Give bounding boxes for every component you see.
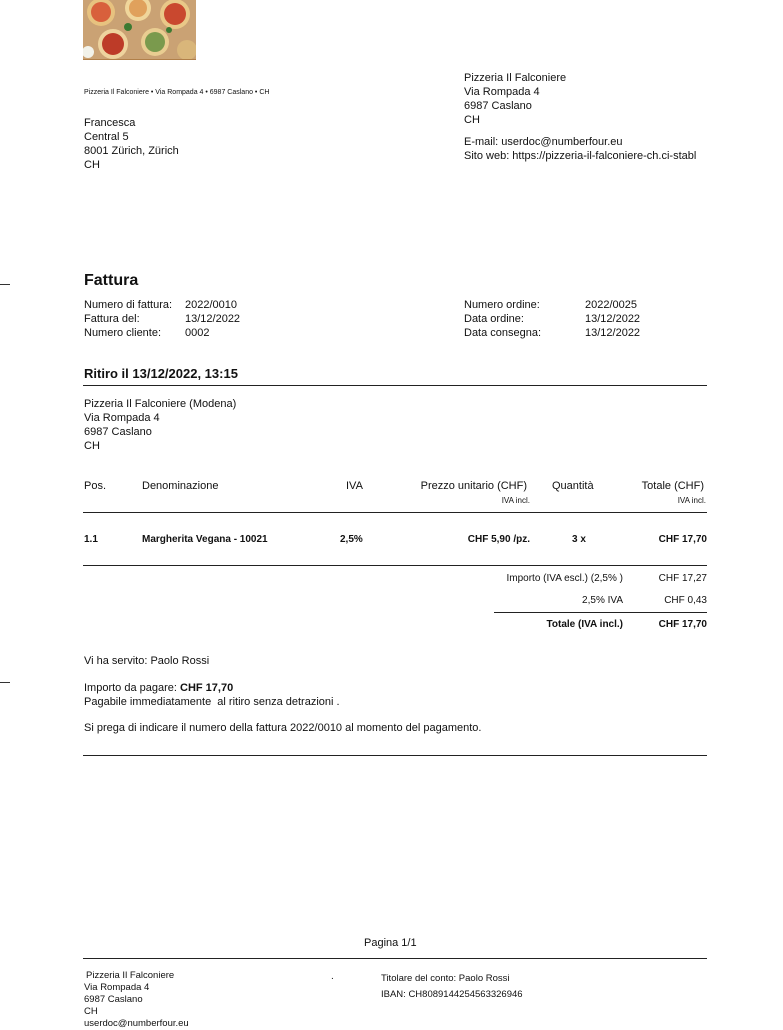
pickup-address xyxy=(84,397,236,453)
vat-label: 2,5% IVA xyxy=(582,595,623,606)
header-qty: Quantità xyxy=(552,480,594,492)
footer-account-holder: Titolare del conto: Paolo Rossi xyxy=(381,973,510,984)
gross-label: Totale (IVA incl.) xyxy=(546,619,623,630)
meta-label: Numero ordine: xyxy=(464,299,540,311)
pickup-country: CH xyxy=(84,440,100,452)
vat-value: CHF 0,43 xyxy=(664,595,707,606)
footer-dot: . xyxy=(331,971,334,982)
footer-email-link[interactable]: userdoc@numberfour.eu xyxy=(84,1018,189,1029)
header-name: Denominazione xyxy=(142,480,219,492)
pickup-divider xyxy=(83,385,707,386)
header-unit-price: Prezzo unitario (CHF) xyxy=(420,480,527,492)
header-vat: IVA xyxy=(346,480,363,492)
invoice-meta-labels-right xyxy=(464,298,541,340)
meta-value: 13/12/2022 xyxy=(185,313,241,325)
footer-divider xyxy=(83,958,707,959)
fold-mark-bottom xyxy=(0,682,10,683)
customer-name: Francesca xyxy=(84,117,136,129)
net-label: Importo (IVA escl.) (2,5% ) xyxy=(506,573,623,584)
sender-line: Pizzeria Il Falconiere • Via Rompada 4 • 6987 Caslano • CH xyxy=(84,89,270,96)
payment-terms: Pagabile immediatamente al ritiro senza detrazioni . xyxy=(84,696,340,708)
row-total: CHF 17,70 xyxy=(658,534,707,545)
footer-street: Via Rompada 4 xyxy=(84,982,150,993)
meta-value: 2022/0010 xyxy=(185,299,237,311)
meta-label: Data consegna: xyxy=(464,327,542,339)
meta-value: 0002 xyxy=(185,327,210,339)
gross-value: CHF 17,70 xyxy=(658,619,707,630)
header-total-note: IVA incl. xyxy=(677,496,706,505)
company-city: 6987 Caslano xyxy=(464,100,532,112)
meta-label: Numero di fattura: xyxy=(84,299,173,311)
pickup-name: Pizzeria Il Falconiere (Modena) xyxy=(84,398,237,410)
payment-note: Si prega di indicare il numero della fattura 2022/0010 al momento del pagamento. xyxy=(84,722,482,734)
meta-label: Fattura del: xyxy=(84,313,140,325)
row-vat: 2,5% xyxy=(340,534,363,545)
fold-mark-top xyxy=(0,284,10,285)
pickup-street: Via Rompada 4 xyxy=(84,412,160,424)
row-pos: 1.1 xyxy=(84,534,98,545)
invoice-title: Fattura xyxy=(84,272,139,289)
footer-name: Pizzeria Il Falconiere xyxy=(86,970,175,981)
company-country: CH xyxy=(464,114,480,126)
company-logo-image xyxy=(83,0,196,60)
header-pos: Pos. xyxy=(84,480,107,492)
payment-divider xyxy=(83,755,707,756)
payment-amount: CHF 17,70 xyxy=(180,682,234,694)
meta-value: 13/12/2022 xyxy=(585,313,641,325)
company-street: Via Rompada 4 xyxy=(464,86,540,98)
customer-address xyxy=(84,116,179,172)
table-header-divider xyxy=(83,512,707,513)
invoice-meta-values-left xyxy=(185,298,240,340)
footer-country: CH xyxy=(84,1006,98,1017)
totals-divider xyxy=(494,612,707,613)
row-qty: 3 x xyxy=(572,534,586,545)
company-website-link[interactable]: Sito web: https://pizzeria-il-falconiere-ch.ci-stabl xyxy=(464,150,697,162)
customer-country: CH xyxy=(84,159,100,171)
footer-iban: IBAN: CH8089144254563326946 xyxy=(381,989,523,1000)
company-address xyxy=(464,71,708,163)
meta-label: Data ordine: xyxy=(464,313,524,325)
payment-label: Importo da pagare: xyxy=(84,682,177,694)
row-unit-price: CHF 5,90 /pz. xyxy=(467,534,530,545)
page-number: Pagina 1/1 xyxy=(364,937,417,949)
header-unit-price-note: IVA incl. xyxy=(501,496,530,505)
customer-city: 8001 Zürich, Zürich xyxy=(84,145,179,157)
payment-line xyxy=(84,682,233,694)
footer-bank xyxy=(381,971,523,1003)
row-name: Margherita Vegana - 10021 xyxy=(142,534,268,545)
meta-label: Numero cliente: xyxy=(84,327,162,339)
footer-company xyxy=(84,970,189,1030)
invoice-meta-values-right xyxy=(585,298,640,340)
pizza-photo-icon xyxy=(83,0,196,59)
customer-street: Central 5 xyxy=(84,131,129,143)
meta-value: 13/12/2022 xyxy=(585,327,641,339)
invoice-meta-labels-left xyxy=(84,298,172,340)
company-email-link[interactable]: E-mail: userdoc@numberfour.eu xyxy=(464,136,623,148)
served-by: Vi ha servito: Paolo Rossi xyxy=(84,655,210,667)
pickup-heading: Ritiro il 13/12/2022, 13:15 xyxy=(84,366,238,381)
header-total: Totale (CHF) xyxy=(641,480,704,492)
net-value: CHF 17,27 xyxy=(658,573,707,584)
company-name: Pizzeria Il Falconiere xyxy=(464,72,567,84)
meta-value: 2022/0025 xyxy=(585,299,637,311)
footer-city: 6987 Caslano xyxy=(84,994,143,1005)
table-row-divider xyxy=(83,565,707,566)
pickup-city: 6987 Caslano xyxy=(84,426,152,438)
